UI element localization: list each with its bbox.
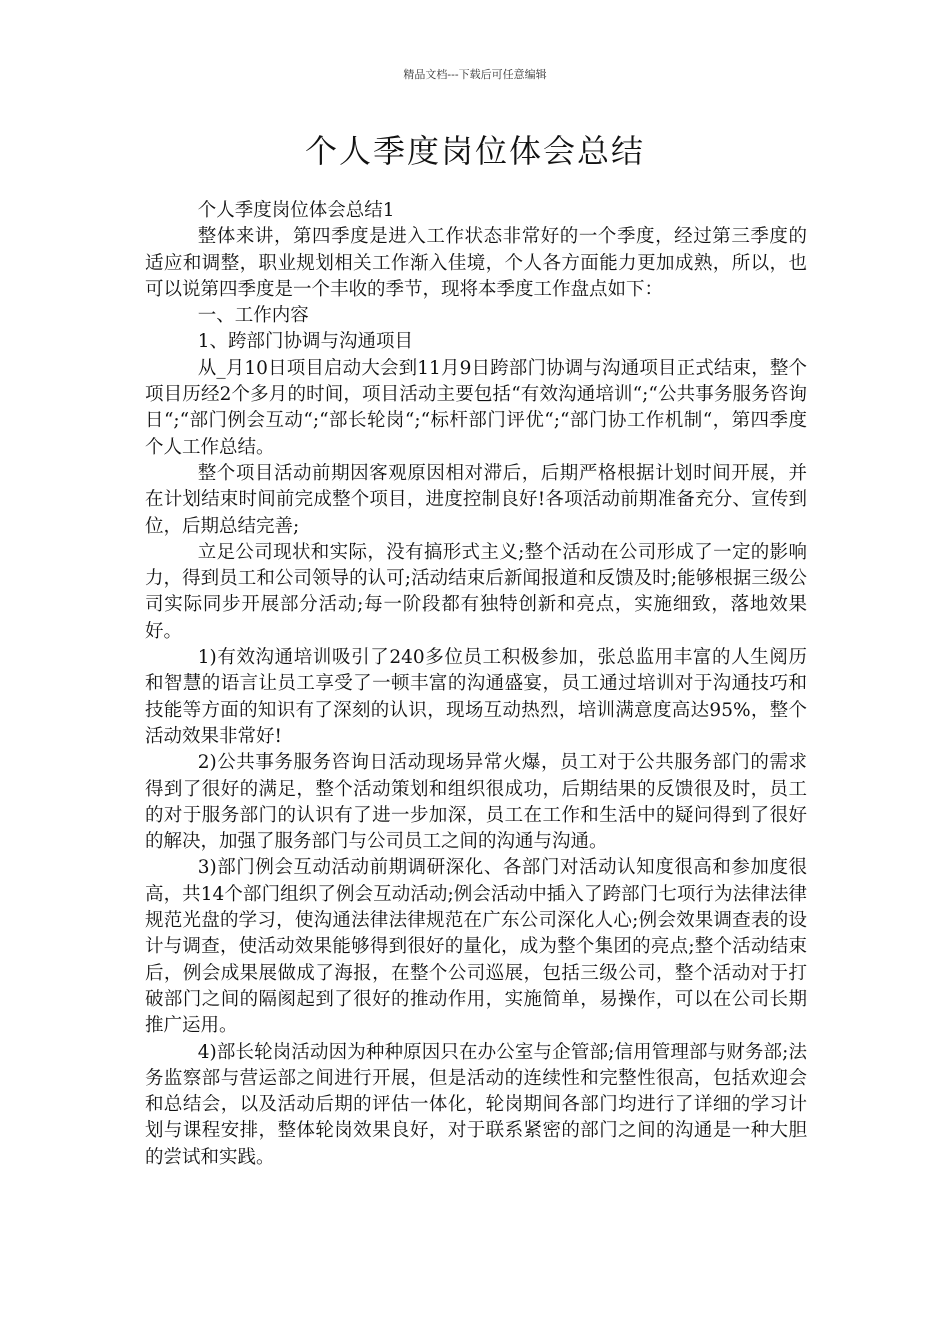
- paragraph: 整体来讲，第四季度是进入工作状态非常好的一个季度，经过第三季度的适应和调整，职业规划相关工作渐入佳境，个人各方面能力更加成熟，所以，也可以说第四季度是一个丰收的季节，现将本季度工作盘点如下：: [145, 226, 807, 300]
- subheading: 1、跨部门协调与沟通项目: [197, 331, 413, 353]
- document-body: [145, 198, 807, 1171]
- section-heading: 个人季度岗位体会总结1: [197, 200, 395, 221]
- header-note: 精品文档---下载后可任意编辑: [403, 68, 547, 81]
- paragraph: 2)公共事务服务咨询日活动现场异常火爆，员工对于公共服务部门的需求得到了很好的满足，整个活动策划和组织很成功，后期结果的反馈很及时，员工的对于服务部门的认识有了进一步加深，员工在工作和生活中的疑问得到了很好的解决，加强了服务部门与公司员工之间的沟通与沟通。: [145, 752, 807, 853]
- paragraph: 1)有效沟通培训吸引了240多位员工积极参加，张总监用丰富的人生阅历和智慧的语言让员工享受了一顿丰富的沟通盛宴，员工通过培训对于沟通技巧和技能等方面的知识有了深刻的认识，现场互动热烈，培训满意度高达95%，整个活动效果非常好!: [145, 647, 807, 747]
- paragraph: 整个项目活动前期因客观原因相对滞后，后期严格根据计划时间开展，并在计划结束时间前完成整个项目，进度控制良好!各项活动前期准备充分、宣传到位，后期总结完善;: [145, 462, 807, 537]
- paragraph: 立足公司现状和实际，没有搞形式主义;整个活动在公司形成了一定的影响力，得到员工和公司领导的认可;活动结束后新闻报道和反馈及时;能够根据三级公司实际同步开展部分活动;每一阶段都有独特创新和亮点，实施细致，落地效果好。: [145, 541, 807, 642]
- paragraph: 从_月10日项目启动大会到11月9日跨部门协调与沟通项目正式结束，整个项目历经2个多月的时间，项目活动主要包括“有效沟通培训“;“公共事务服务咨询日“;“部门例会互动“;“部长轮岗“;“标杆部门评优“;“部门协工作机制“，第四季度个人工作总结。: [145, 357, 807, 458]
- subheading: 一、工作内容: [197, 305, 309, 327]
- document-title: 个人季度岗位体会总结: [304, 132, 645, 170]
- paragraph: 4)部长轮岗活动因为种种原因只在办公室与企管部;信用管理部与财务部;法务监察部与营运部之间进行开展，但是活动的连续性和完整性很高，包括欢迎会和总结会，以及活动后期的评估一体化，轮岗期间各部门均进行了详细的学习计划与课程安排，整体轮岗效果良好，对于联系紧密的部门之间的沟通是一种大胆的尝试和实践。: [145, 1041, 807, 1168]
- paragraph: 3)部门例会互动活动前期调研深化、各部门对活动认知度很高和参加度很高，共14个部门组织了例会互动活动;例会活动中插入了跨部门七项行为法律法律规范光盘的学习，使沟通法律法律规范在广东公司深化人心;例会效果调查表的设计与调查，使活动效果能够得到很好的量化，成为整个集团的亮点;整个活动结束后，例会成果展做成了海报，在整个公司巡展，包括三级公司，整个活动对于打破部门之间的隔阂起到了很好的推动作用，实施简单，易操作，可以在公司长期推广运用。: [145, 857, 807, 1037]
